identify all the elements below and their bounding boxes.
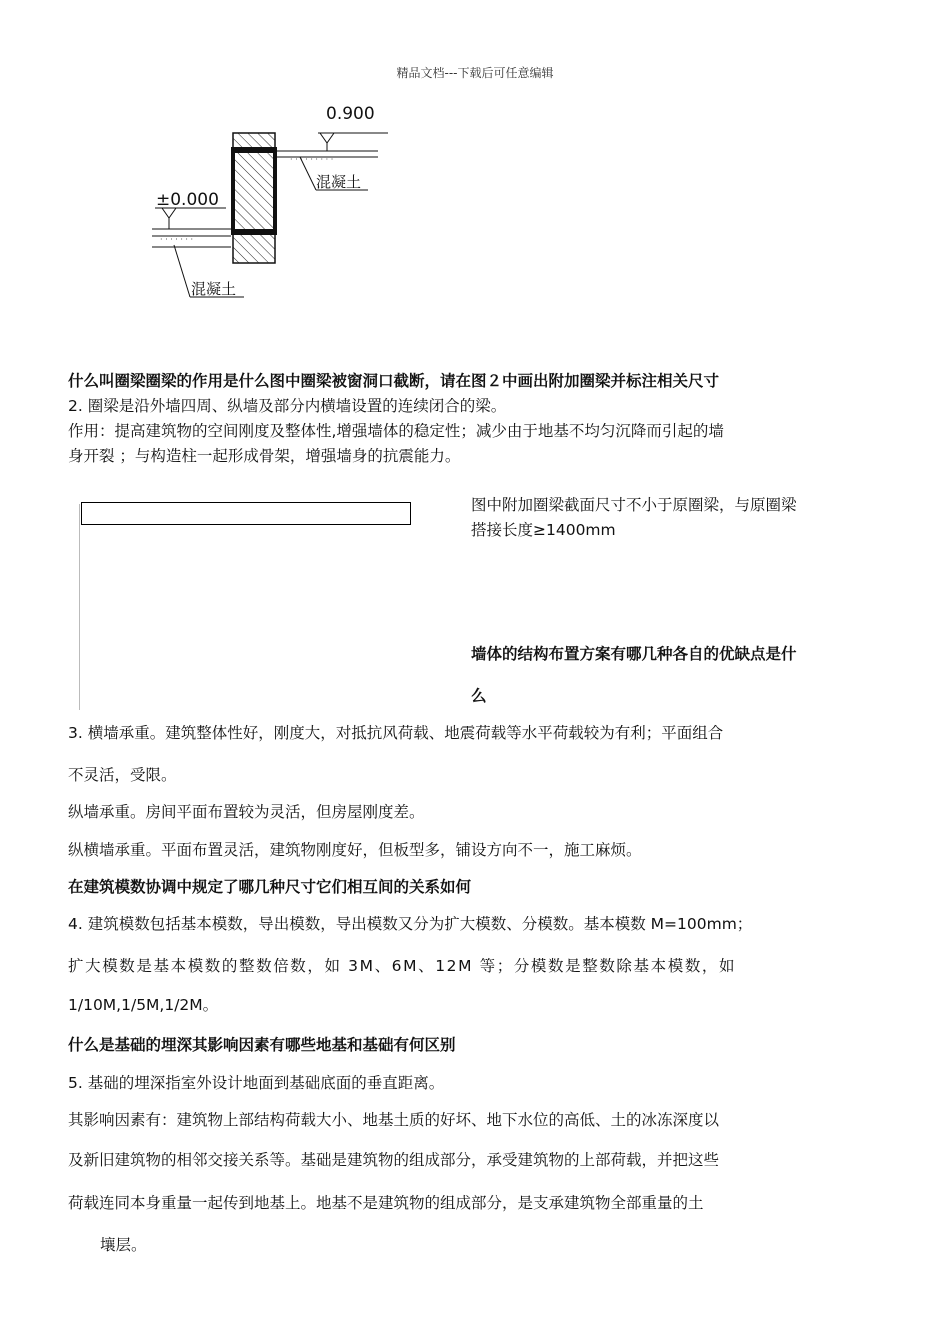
wall-section-drawing xyxy=(140,95,430,345)
answer-4-line-1: 4. 建筑模数包括基本模数，导出模数，导出模数又分为扩大模数、分模数。基本模数 M=100mm； xyxy=(68,915,753,933)
svg-text:· · · · · · · · ·: · · · · · · · · · xyxy=(290,155,334,164)
answer-4-line-3: 1/10M,1/5M,1/2M。 xyxy=(68,996,219,1014)
elevation-top-label: 0.900 xyxy=(326,104,375,124)
svg-text:· · · · · · ·: · · · · · · · xyxy=(160,235,194,244)
upper-ring-beam xyxy=(231,147,277,153)
question-modular: 在建筑模数协调中规定了哪几种尺寸它们相互间的关系如何 xyxy=(68,878,472,896)
question-wall-layout-line-2: 么 xyxy=(471,687,487,705)
page-header: 精品文档---下载后可任意编辑 xyxy=(396,66,554,80)
side-note-line-2: 搭接长度≥1400mm xyxy=(471,521,616,539)
answer-5-line-3: 及新旧建筑物的相邻交接关系等。基础是建筑物的组成部分，承受建筑物的上部荷载，并把这些 xyxy=(68,1151,720,1169)
answer-5-line-1: 5. 基础的埋深指室外设计地面到基础底面的垂直距离。 xyxy=(68,1074,445,1092)
answer-4-line-2: 扩大模数是基本模数的整数倍数，如 3M、6M、12M 等；分模数是整数除基本模数，如 xyxy=(68,957,737,975)
question-wall-layout-line-1: 墙体的结构布置方案有哪几种各自的优缺点是什 xyxy=(471,645,797,663)
concrete-label-upper: 混凝土 xyxy=(316,173,362,191)
answer-2-line-3: 身开裂 ；与构造柱一起形成骨架，增强墙身的抗震能力。 xyxy=(68,447,461,465)
answer-5-line-2: 其影响因素有：建筑物上部结构荷载大小、地基土质的好坏、地下水位的高低、土的冰冻深度以 xyxy=(68,1111,720,1129)
question-foundation: 什么是基础的埋深其影响因素有哪些地基和基础有何区别 xyxy=(68,1036,456,1054)
answer-5-line-5: 壤层。 xyxy=(100,1236,147,1254)
answer-5-line-4: 荷载连同本身重量一起传到地基上。地基不是建筑物的组成部分，是支承建筑物全部重量的土 xyxy=(68,1194,704,1212)
figure-2-margin-line xyxy=(79,504,80,710)
answer-3-line-1: 3. 横墙承重。建筑整体性好，刚度大，对抵抗风荷载、地震荷载等水平荷载较为有利；平面组合 xyxy=(68,724,724,742)
lower-ring-beam xyxy=(231,229,277,235)
concrete-label-lower: 混凝土 xyxy=(191,280,237,298)
side-note-line-1: 图中附加圈梁截面尺寸不小于原圈梁，与原圈梁 xyxy=(471,496,797,514)
answer-3-line-4: 纵横墙承重。平面布置灵活，建筑物刚度好，但板型多，铺设方向不一，施工麻烦。 xyxy=(68,841,642,859)
question-ring-beam: 什么叫圈梁圈梁的作用是什么图中圈梁被窗洞口截断，请在图２中画出附加圈梁并标注相关尺寸 xyxy=(68,372,720,390)
figure-2-placeholder xyxy=(81,502,411,525)
answer-2-line-2: 作用：提高建筑物的空间刚度及整体性,增强墙体的稳定性；减少由于地基不均匀沉降而引起的墙 xyxy=(68,422,724,440)
answer-2-line-1: 2. 圈梁是沿外墙四周、纵墙及部分内横墙设置的连续闭合的梁。 xyxy=(68,397,507,415)
answer-3-line-3: 纵墙承重。房间平面布置较为灵活，但房屋刚度差。 xyxy=(68,803,425,821)
answer-3-line-2: 不灵活，受限。 xyxy=(68,766,177,784)
elevation-bottom-label: ±0.000 xyxy=(156,190,219,210)
